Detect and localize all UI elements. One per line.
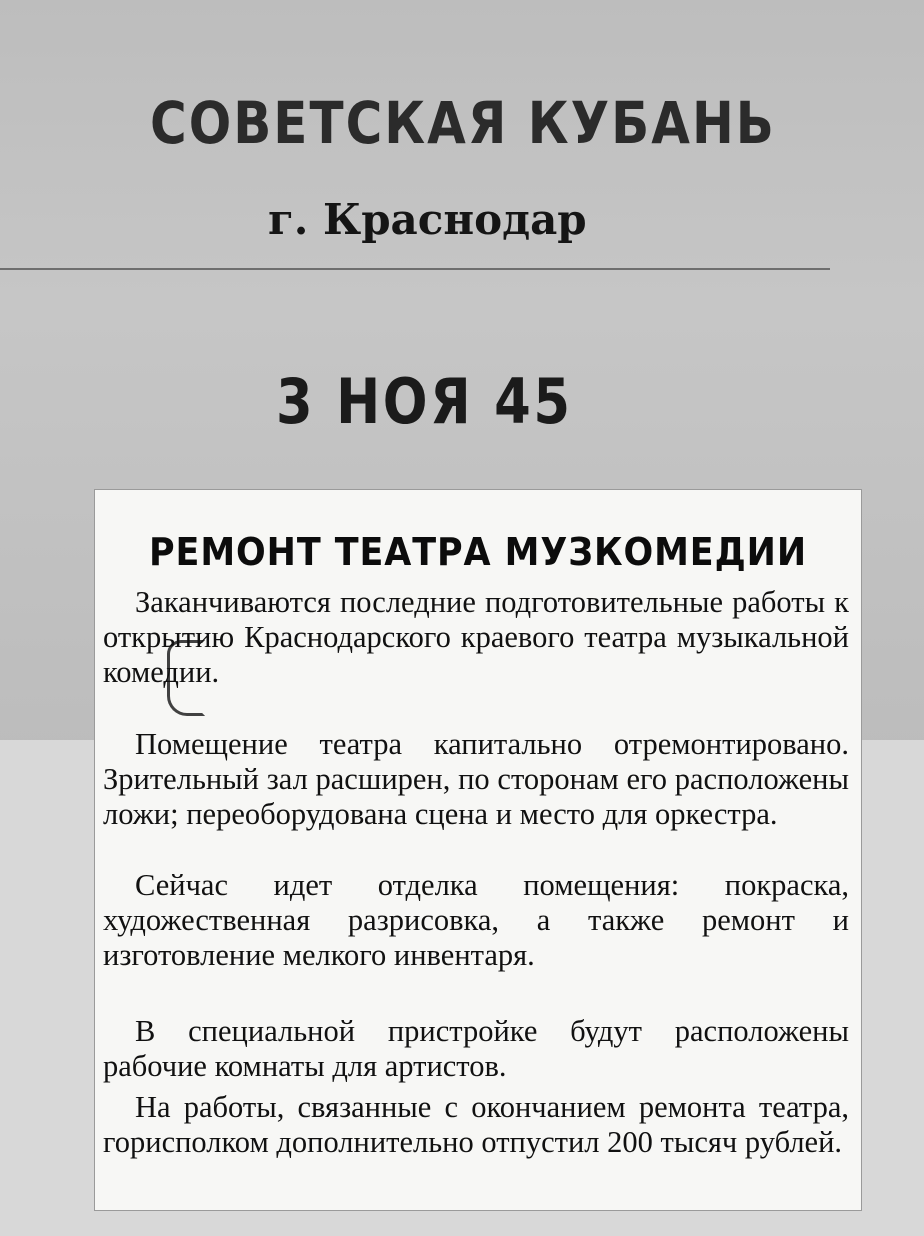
article-paragraph: Помещение театра капитально отремонтировано. Зрительный зал расширен, по сторонам его расположены ложи; переоборудована сцена и место для оркестра.: [103, 727, 849, 831]
article-paragraph: Сейчас идет отделка помещения: покраска, художественная разрисовка, а также ремонт и изготовление мелкого инвентаря.: [103, 868, 849, 972]
date-stamp: 3 НОЯ 45: [276, 365, 573, 438]
card-divider-line: [0, 268, 830, 270]
city-stamp: г. Краснодар: [268, 195, 587, 244]
article-headline: РЕМОНТ ТЕАТРА МУЗКОМЕДИИ: [148, 530, 808, 574]
article-paragraph: В специальной пристройке будут расположены рабочие комнаты для артистов.: [103, 1014, 849, 1083]
newspaper-stamp: СОВЕТСКАЯ КУБАНЬ: [150, 90, 776, 157]
article-paragraph: Заканчиваются последние подготовительные работы к открытию Краснодарского краевого театра музыкальной комедии.: [103, 585, 849, 689]
newspaper-clipping: [95, 490, 861, 1210]
article-paragraph: На работы, связанные с окончанием ремонта театра, горисполком дополнительно отпустил 200 тысяч рублей.: [103, 1090, 849, 1159]
